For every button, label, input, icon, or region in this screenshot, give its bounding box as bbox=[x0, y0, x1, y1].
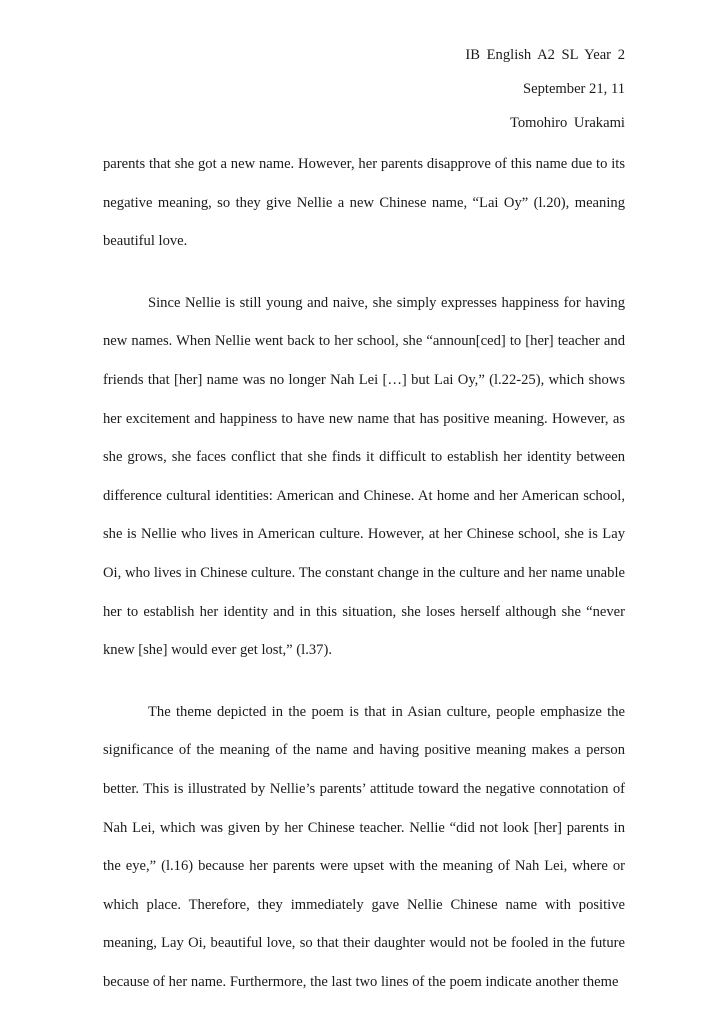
paragraph-continuation: parents that she got a new name. However, her parents disapprove of this name due to its negative meaning, so they give Nellie a new Chinese name, “Lai Oy” (l.20), meaning beautiful love. bbox=[103, 156, 625, 250]
paragraph-nellie-names: Since Nellie is still young and naive, she simply expresses happiness for having new names. When Nellie went back to her school, she “announ[ced] to [her] teacher and friends that [her] name was no longer Nah Lei […] but Lai Oy,” (l.22-25), which shows her excitement and happiness to have new name that has positive meaning. However, as she grows, she faces conflict that she finds it difficult to establish her identity between difference cultural identities: American and Chinese. At home and her American school, she is Nellie who lives in American culture. However, at her Chinese school, she is Lay Oi, who lives in Chinese culture. The constant change in the culture and her name unable her to establish her identity and in this situation, she loses herself although she “never knew [she] would ever get lost,” (l.37). bbox=[103, 294, 625, 659]
page-header bbox=[465, 38, 625, 140]
document-date: September 21, 11 bbox=[523, 81, 625, 97]
essay-body bbox=[103, 145, 625, 1024]
course-title: IB English A2 SL Year 2 bbox=[465, 47, 625, 63]
paragraph-theme: The theme depicted in the poem is that in Asian culture, people emphasize the significance of the meaning of the name and having positive meaning makes a person better. This is illustrated by Nellie’s parents’ attitude toward the negative connotation of Nah Lei, which was given by her Chinese teacher. Nellie “did not look [her] parents in the eye,” (l.16) because her parents were upset with the meaning of Nah Lei, where or which place. Therefore, they immediately gave Nellie Chinese name with positive meaning, Lay Oi, beautiful love, so that their daughter would not be fooled in the future because of her name. Furthermore, the last two lines of the poem indicate another theme bbox=[103, 703, 625, 990]
author-name: Tomohiro Urakami bbox=[509, 115, 625, 131]
